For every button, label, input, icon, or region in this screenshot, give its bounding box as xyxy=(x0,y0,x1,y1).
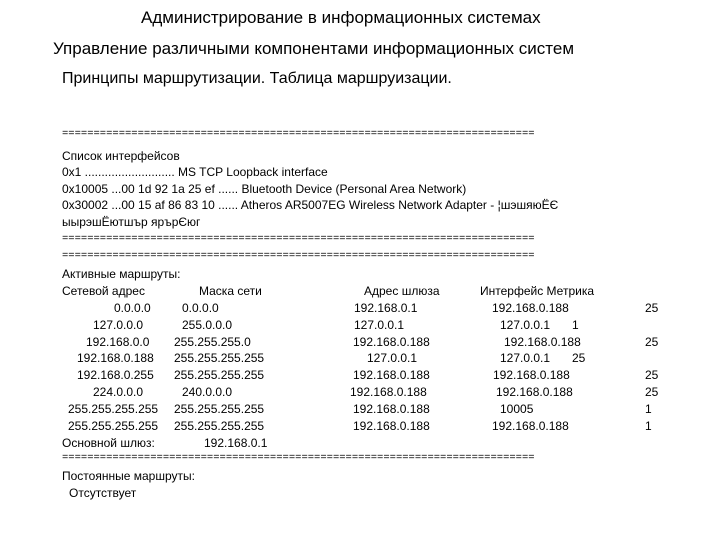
route-mask: 240.0.0.0 xyxy=(182,385,233,399)
section-heading: Принципы маршрутизации. Таблица маршруизации. xyxy=(62,70,452,87)
route-metric: 1 xyxy=(645,419,652,433)
route-gateway: 192.168.0.188 xyxy=(353,368,430,382)
route-metric: 25 xyxy=(572,351,586,365)
persistent-routes-title: Постоянные маршруты: xyxy=(62,469,195,483)
col-header-mask: Маска сети xyxy=(199,284,262,298)
route-metric: 25 xyxy=(645,335,659,349)
route-mask: 0.0.0.0 xyxy=(182,301,219,315)
route-gateway: 192.168.0.188 xyxy=(350,385,427,399)
route-interface: 192.168.0.188 xyxy=(492,419,569,433)
route-destination: 255.255.255.255 xyxy=(68,402,159,416)
slide-title: Администрирование в информационных системах xyxy=(141,8,541,27)
route-gateway: 127.0.0.1 xyxy=(367,351,418,365)
route-metric: 1 xyxy=(645,402,652,416)
persistent-routes-value: Отсутствует xyxy=(69,486,137,500)
route-destination: 192.168.0.188 xyxy=(77,351,154,365)
separator-line: =========================================================================== xyxy=(62,452,535,464)
separator-line: =========================================================================== xyxy=(62,233,535,245)
route-destination: 192.168.0.255 xyxy=(77,368,154,382)
route-interface: 192.168.0.188 xyxy=(504,335,581,349)
default-gateway-value: 192.168.0.1 xyxy=(204,436,268,450)
route-gateway: 127.0.0.1 xyxy=(354,318,405,332)
route-interface: 127.0.0.1 xyxy=(500,351,551,365)
default-gateway-label: Основной шлюз: xyxy=(62,436,155,450)
route-gateway: 192.168.0.1 xyxy=(354,301,418,315)
route-interface: 192.168.0.188 xyxy=(493,368,570,382)
col-header-destination: Сетевой адрес xyxy=(62,284,145,298)
active-routes-title: Активные маршруты: xyxy=(62,267,181,281)
interface-line: 0x1 ........................... MS TCP Loopback interface xyxy=(62,165,328,179)
route-metric: 25 xyxy=(645,301,659,315)
route-interface: 192.168.0.188 xyxy=(492,301,569,315)
route-destination: 0.0.0.0 xyxy=(114,301,151,315)
col-header-interface-metric: Интерфейс Метрика xyxy=(480,284,595,298)
route-gateway: 192.168.0.188 xyxy=(353,335,430,349)
route-interface: 127.0.0.1 xyxy=(500,318,551,332)
slide-subtitle: Управление различными компонентами информационных систем xyxy=(53,39,575,58)
route-gateway: 192.168.0.188 xyxy=(353,419,430,433)
route-mask: 255.255.255.255 xyxy=(174,402,265,416)
route-mask: 255.255.255.255 xyxy=(174,419,265,433)
route-mask: 255.255.255.0 xyxy=(174,335,251,349)
interface-line: 0x10005 ...00 1d 92 1a 25 ef ...... Bluetooth Device (Personal Area Network) xyxy=(62,182,467,196)
interface-line: 0x30002 ...00 15 af 86 83 10 ...... Atheros AR5007EG Wireless Network Adapter - ¦шэшяюЁЄ xyxy=(62,198,559,212)
route-metric: 25 xyxy=(645,385,659,399)
route-interface: 192.168.0.188 xyxy=(496,385,573,399)
route-mask: 255.255.255.255 xyxy=(174,351,265,365)
route-metric: 1 xyxy=(572,318,579,332)
route-destination: 192.168.0.0 xyxy=(86,335,150,349)
route-destination: 127.0.0.0 xyxy=(93,318,144,332)
interface-line: ыырэшЁютшър ярърЄюг xyxy=(62,215,201,229)
route-mask: 255.0.0.0 xyxy=(182,318,233,332)
separator-line: =========================================================================== xyxy=(62,128,535,140)
route-metric: 25 xyxy=(645,368,659,382)
route-destination: 255.255.255.255 xyxy=(68,419,159,433)
route-interface: 10005 xyxy=(500,402,534,416)
col-header-gateway: Адрес шлюза xyxy=(364,284,440,298)
interfaces-title: Список интерфейсов xyxy=(62,149,180,163)
route-destination: 224.0.0.0 xyxy=(93,385,144,399)
route-mask: 255.255.255.255 xyxy=(174,368,265,382)
separator-line: =========================================================================== xyxy=(62,250,535,262)
route-gateway: 192.168.0.188 xyxy=(353,402,430,416)
